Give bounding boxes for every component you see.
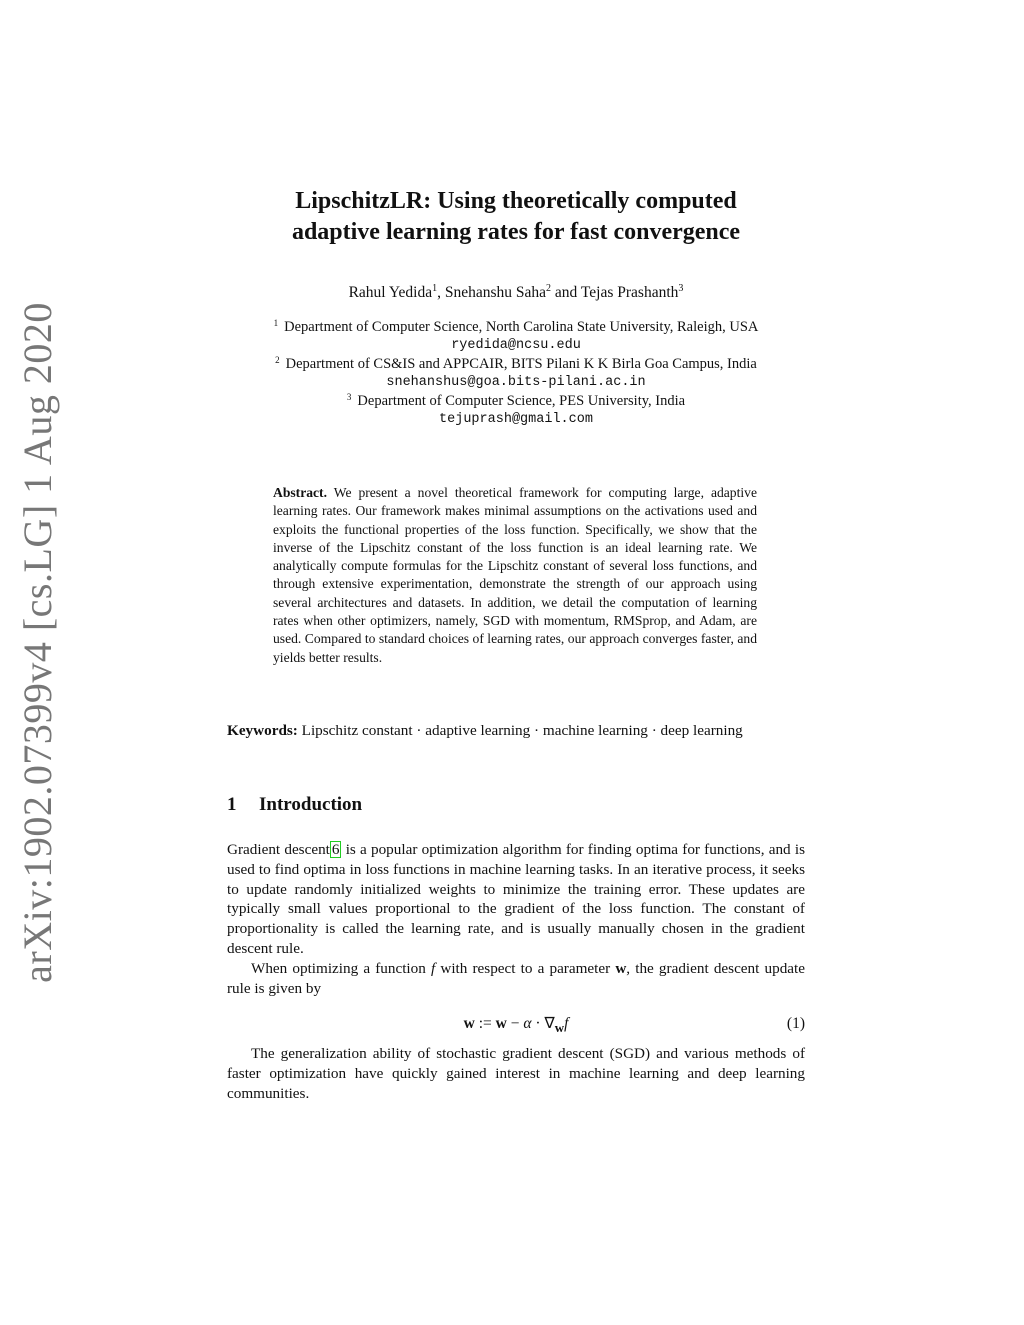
section-title: Introduction: [259, 794, 363, 815]
affiliation: [227, 318, 805, 337]
affiliation-email[interactable]: snehanshus@goa.bits-pilani.ac.in: [386, 374, 646, 390]
title-line-1: LipschitzLR: Using theoretically computed: [295, 188, 737, 214]
affiliation-text: Department of Computer Science, PES University, India: [357, 393, 686, 409]
author-separator: ,: [437, 284, 445, 301]
eq-term: :=: [474, 1015, 496, 1033]
author-separator: and: [551, 284, 581, 301]
abstract-label: Abstract.: [273, 485, 327, 500]
paragraph-text: When optimizing a function: [251, 959, 431, 977]
equation: [227, 1012, 805, 1038]
math-variable: w: [615, 959, 627, 977]
affiliation-mark: 1: [273, 318, 279, 328]
author-name: Rahul Yedida: [348, 284, 433, 301]
affiliation-mark: 3: [346, 392, 352, 402]
author-mark: 1: [432, 283, 438, 294]
title-line-2: adaptive learning rates for fast convergence: [291, 219, 741, 245]
author-mark: 2: [546, 283, 552, 294]
paragraph-text: Gradient descent: [227, 841, 330, 858]
section-number: 1: [227, 794, 237, 815]
abstract: [273, 484, 757, 667]
arxiv-side-identifier: [8, 302, 66, 983]
paragraph-text: is a popular optimization algorithm for finding optima for functions, and is used to find optima in loss functions in machine learning tasks. In an iterative process, it seeks to update randomly initialized weights to minimize the training error. These updates are typically small values proportional to the gradient of the loss function. The constant of proportionality is called the learning rate, and is usually manually chosen in the gradient descent rule.: [227, 841, 805, 957]
paper-title: [227, 186, 805, 248]
paragraph-text: with respect to a parameter: [435, 959, 616, 977]
arxiv-id-text: arXiv:1902.07399v4 [cs.LG] 1 Aug 2020: [14, 302, 60, 983]
abstract-text: We present a novel theoretical framework for computing large, adaptive learning rates. Our framework makes minimal assumptions on the activations used and exploits the functional properties of the loss function. Specifically, we show that the inverse of the Lipschitz constant of the loss function is an ideal learning rate. We analytically compute formulas for the Lipschitz constant of several loss functions, and through extensive experimentation, demonstrate the strength of our approach using several architectures and datasets. In addition, we detail the computation of learning rates when other optimizers, namely, SGD with momentum, RMSprop, and Adam, are used. Compared to standard choices of learning rates, our approach converges faster, and yields better results.: [273, 485, 757, 665]
affiliation-email[interactable]: tejuprash@gmail.com: [439, 411, 593, 427]
affiliation-list: [227, 318, 805, 429]
eq-term: w: [495, 1015, 507, 1033]
eq-term: · ∇: [531, 1015, 555, 1033]
affiliation: [227, 355, 805, 374]
eq-term: α: [523, 1015, 532, 1033]
citation-link[interactable]: 6: [331, 841, 340, 858]
keywords-text: Lipschitz constant · adaptive learning · machine learning · deep learning: [301, 722, 743, 739]
equation-expression: [227, 1014, 805, 1038]
section-heading: [227, 794, 805, 816]
author-name: Tejas Prashanth: [580, 284, 679, 301]
math-variable: f: [430, 959, 436, 977]
author-name: Snehanshu Saha: [444, 284, 547, 301]
introduction-body: [227, 840, 805, 1104]
affiliation: [227, 392, 805, 411]
eq-term: w: [554, 1020, 565, 1036]
equation-number: (1): [786, 1015, 805, 1033]
affiliation-mark: 2: [275, 355, 280, 365]
affiliation-text: Department of CS&IS and APPCAIR, BITS Pilani K K Birla Goa Campus, India: [285, 356, 757, 372]
paragraph: [227, 840, 805, 959]
author-mark: 3: [678, 283, 684, 294]
affiliation-text: Department of Computer Science, North Carolina State University, Raleigh, USA: [284, 319, 759, 335]
keywords-label: Keywords:: [227, 722, 298, 739]
eq-term: w: [463, 1015, 475, 1033]
affiliation-email[interactable]: ryedida@ncsu.edu: [451, 337, 581, 353]
paragraph: The generalization ability of stochastic gradient descent (SGD) and various methods of faster optimization have quickly gained interest in machine learning and deep learning communities.: [227, 1045, 805, 1102]
author-list: [227, 284, 805, 302]
paragraph-text: , the gradient descent update rule is given by: [227, 959, 805, 997]
eq-term: −: [506, 1015, 524, 1033]
keywords: [227, 721, 805, 741]
eq-term: f: [564, 1015, 569, 1033]
paragraph: [227, 959, 805, 999]
